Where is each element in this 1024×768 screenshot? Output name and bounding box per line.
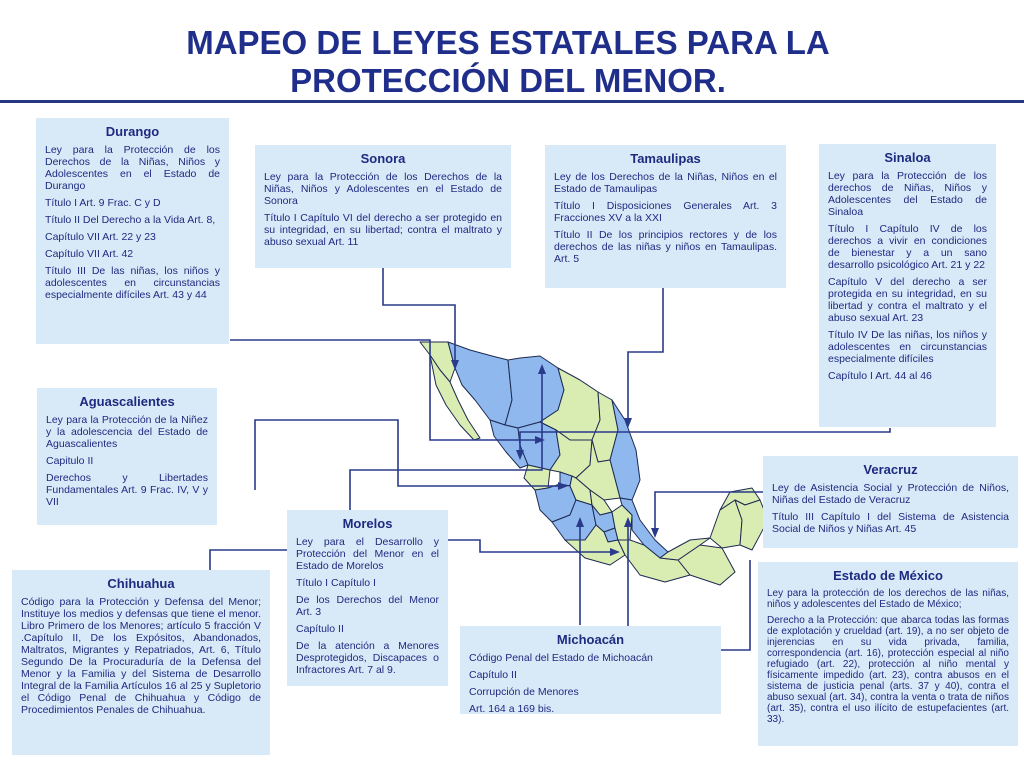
state-box-morelos — [287, 510, 448, 686]
law-line: Código para la Protección y Defensa del Menor; Instituye los medios y defensas que tiene el menor. Libro Primero de los Menores; artículo 5 fracción V .Capítulo II, De los Expósitos, Abandonados, Maltratos, Migrantes y Repatriados, Art. 6, Título Segundo De la Procuraduría de la Defensa del Menor y la Familia y del Sistema de Desarrollo Integral de la Familia Artículos 16 al 25 y Supletorio el Código Penal de Chihuahua y Código de Procedimientos Penales de Chihuahua. — [21, 596, 261, 716]
law-line: Título III Capítulo I del Sistema de Asistencia Social de Niños y Niñas Art. 45 — [772, 511, 1009, 535]
state-box-michoacan — [460, 626, 721, 714]
law-line: Capítulo V del derecho a ser protegida en su integridad, en su libertad y contra el maltrato y el abuso sexual Art. 23 — [828, 276, 987, 324]
law-line: Ley para la Protección de la Niñez y la adolescencia del Estado de Aguascalientes — [46, 414, 208, 450]
state-box-sonora — [255, 145, 511, 268]
law-line: Capítulo VII Art. 42 — [45, 248, 134, 260]
law-line: Derechos y Libertades Fundamentales Art. 9 Frac. IV, V y VII — [46, 472, 208, 508]
law-line: Capítulo II — [469, 669, 517, 681]
law-line: Título I Art. 9 Frac. C y D — [45, 197, 161, 209]
state-name: Michoacán — [556, 632, 625, 647]
law-line: Ley para la protección de los derechos de las niñas, niños y adolescentes del Estado de México; — [767, 588, 1009, 610]
state-name: Durango — [105, 124, 160, 139]
state-name: Estado de México — [833, 568, 943, 583]
law-line: Título IV De las niñas, los niños y adolescentes en circunstancias especialmente difíciles — [828, 329, 987, 365]
law-line: Ley para la Protección de los Derechos de la Niñas, Niños y Adolescentes en el Estado de Durango — [45, 144, 220, 192]
law-line: Ley para la Protección de los Derechos de la Niñas, Niños y Adolescentes en el Estado de Sonora — [264, 171, 502, 207]
law-line: Art. 164 a 169 bis. — [469, 703, 555, 715]
title-line-1: MAPEO DE LEYES ESTATALES PARA LA — [186, 24, 830, 61]
state-name: Sonora — [360, 151, 406, 166]
law-line: Corrupción de Menores — [469, 686, 579, 698]
law-line: Capítulo I Art. 44 al 46 — [828, 370, 932, 382]
law-line: Ley para el Desarrollo y Protección del Menor en el Estado de Morelos — [296, 536, 439, 572]
title-line-2: PROTECCIÓN DEL MENOR. — [290, 62, 726, 99]
state-box-chihuahua — [12, 570, 270, 755]
law-line: Título II De los principios rectores y de los derechos de las niñas y niños en Tamaulipas. Art. 5 — [554, 229, 777, 265]
law-line: Ley de los Derechos de la Niñas, Niños en el Estado de Tamaulipas — [554, 171, 777, 195]
law-line: Código Penal del Estado de Michoacán — [469, 652, 653, 664]
state-box-tamaulipas — [545, 145, 786, 288]
state-name: Chihuahua — [107, 576, 175, 591]
state-name: Sinaloa — [884, 150, 931, 165]
law-line: Derecho a la Protección: que abarca todas las formas de explotación y crueldad (art. 19), a no ser objeto de injerencias en su vida privada, familia, correspondencia (art. 16), protección especial al niño refugiado (art. 22), protección al niño mental y físicamente impedido (art. 23), contra abusos en el sistema de justicia penal (arts. 37 y 40), contra el abuso sexual (art. 34), contra la venta o trata de niños (art. 35), contra el uso ilícito de estupefacientes (art. 33). — [767, 615, 1009, 725]
state-name: Tamaulipas — [630, 151, 701, 166]
state-box-estado-de-mexico — [758, 562, 1018, 746]
law-line: Ley para la Protección de los derechos de Niñas, Niños y Adolescentes del Estado de Sinaloa — [828, 170, 987, 218]
law-line: Título I Disposiciones Generales Art. 3 Fracciones XV a la XXI — [554, 200, 777, 224]
law-line: Capítulo VII Art. 22 y 23 — [45, 231, 156, 243]
law-line: De la atención a Menores Desprotegidos, Discapaces o Infractores Art. 7 al 9. — [296, 640, 439, 676]
law-line: Título I Capítulo VI del derecho a ser protegido en su integridad, en su libertad; contra el maltrato y abuso sexual Art. 11 — [264, 212, 502, 248]
connector-tamaulipas — [628, 288, 663, 420]
law-line: De los Derechos del Menor Art. 3 — [296, 594, 439, 618]
law-line: Ley de Asistencia Social y Protección de Niños, Niñas del Estado de Veracruz — [772, 482, 1009, 506]
law-line: Capitulo II — [46, 455, 94, 467]
state-box-veracruz — [763, 456, 1018, 548]
state-box-sinaloa — [819, 144, 996, 427]
state-box-durango — [36, 118, 229, 344]
law-line: Capítulo II — [296, 623, 344, 635]
law-line: Título I Capítulo I — [296, 577, 376, 589]
law-line: Título II Del Derecho a la Vida Art. 8, — [45, 214, 216, 226]
state-name: Veracruz — [863, 462, 918, 477]
law-line: Título III De las niñas, los niños y adolescentes en circunstancias especialmente difíciles Art. 43 y 44 — [45, 265, 220, 301]
law-line: Título I Capítulo IV de los derechos a vivir en condiciones de bienestar y a un sano desarrollo psicológico Art. 21 y 22 — [828, 223, 987, 271]
state-name: Morelos — [342, 516, 393, 531]
state-box-aguascalientes — [37, 388, 217, 525]
state-name: Aguascalientes — [79, 394, 175, 409]
